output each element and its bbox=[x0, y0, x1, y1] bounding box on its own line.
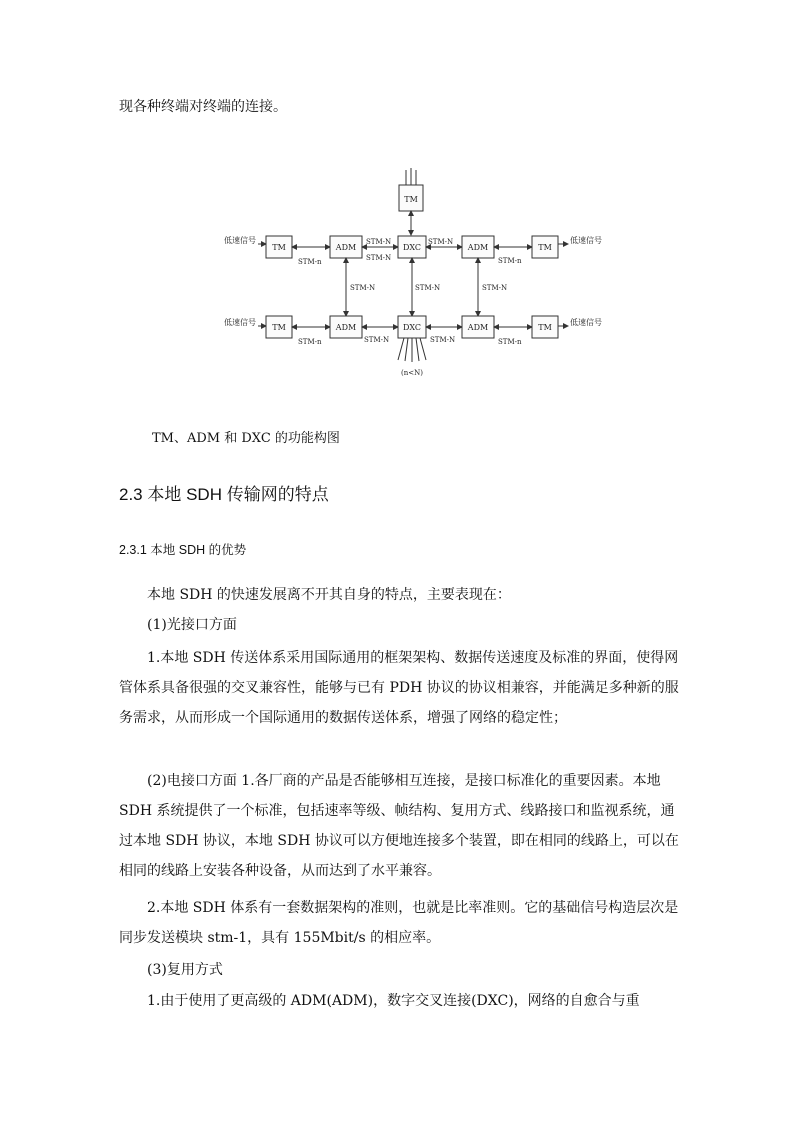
adm-left-bottom-label: ADM bbox=[335, 323, 357, 332]
paragraph-electrical: (2)电接口方面 1.各厂商的产品是否能够相互连接，是接口标准化的重要因素。本地 SDH 系统提供了一个标准，包括速率等级、帧结构、复用方式、线路接口和监视系统，通过本地 SDH 协议，本地 SDH 协议可以方便地连接多个装置，即在相同的线路上，可以在相同的线路上安装各种设备，从而达到了水平兼容。 bbox=[119, 773, 679, 879]
low-speed-label-right-bottom: 低速信号 bbox=[570, 318, 602, 327]
dxc-fanout-line bbox=[416, 338, 419, 361]
paragraph-electrical-2: 2.本地 SDH 体系有一套数据架构的准则，也就是比率准则。它的基础信号构造层次是同步发送模块 stm-1，具有 155Mbit/s 的相应率。 bbox=[119, 900, 679, 946]
stm-n-lower-4: STM-n bbox=[498, 338, 522, 346]
subsection-heading: 2.3.1 本地 SDH 的优势 bbox=[119, 543, 247, 557]
tm-left-top-label: TM bbox=[272, 243, 286, 252]
tm-top-label: TM bbox=[404, 195, 418, 204]
adm-right-bottom-label: ADM bbox=[467, 323, 489, 332]
paragraph-optical-heading: (1)光接口方面 bbox=[147, 617, 237, 633]
stm-n-1: STM-N bbox=[366, 238, 392, 246]
stm-n-2: STM-N bbox=[366, 254, 392, 262]
dxc-fanout-line bbox=[398, 338, 404, 360]
tm-right-bottom-label: TM bbox=[538, 323, 552, 332]
stm-n-lower-1: STM-n bbox=[298, 258, 322, 266]
stm-n-lower-2: STM-n bbox=[498, 257, 522, 265]
stm-n-6: STM-N bbox=[482, 284, 508, 292]
dxc-top-label: DXC bbox=[402, 243, 422, 252]
low-speed-label-left-top: 低速信号 bbox=[224, 236, 256, 245]
dxc-fanout-line bbox=[405, 338, 408, 361]
network-function-diagram bbox=[222, 160, 612, 390]
paragraph-multiplex-heading: (3)复用方式 bbox=[147, 962, 223, 978]
stm-n-4: STM-N bbox=[350, 284, 376, 292]
condition-label: (n<N) bbox=[401, 369, 423, 377]
paragraph-intro: 本地 SDH 的快速发展离不开其自身的特点，主要表现在： bbox=[147, 587, 511, 603]
stm-n-3: STM-N bbox=[428, 238, 454, 246]
tm-left-bottom-label: TM bbox=[272, 323, 286, 332]
diagram-svg bbox=[222, 160, 612, 390]
stm-n-8: STM-N bbox=[430, 336, 456, 344]
adm-left-top-label: ADM bbox=[335, 243, 357, 252]
low-speed-label-left-bottom: 低速信号 bbox=[224, 318, 256, 327]
adm-right-top-label: ADM bbox=[467, 243, 489, 252]
stm-n-5: STM-N bbox=[415, 284, 441, 292]
paragraph-optical-1: 1.本地 SDH 传送体系采用国际通用的框架架构、数据传送速度及标准的界面，使得网管体系具备很强的交叉兼容性，能够与已有 PDH 协议的协议相兼容，并能满足多种新的服务需求，从而形成一个国际通用的数据传送体系，增强了网络的稳定性； bbox=[119, 650, 679, 726]
tm-right-top-label: TM bbox=[538, 243, 552, 252]
stm-n-7: STM-N bbox=[364, 336, 390, 344]
low-speed-label-right-top: 低速信号 bbox=[570, 236, 602, 245]
paragraph-multiplex-1: 1.由于使用了更高级的 ADM(ADM)，数字交叉连接(DXC)，网络的自愈合与重 bbox=[147, 993, 640, 1009]
section-heading: 2.3 本地 SDH 传输网的特点 bbox=[119, 485, 329, 504]
stm-n-lower-3: STM-n bbox=[298, 338, 322, 346]
dxc-bottom-label: DXC bbox=[402, 323, 422, 332]
figure-caption: TM、ADM 和 DXC 的功能构图 bbox=[152, 431, 340, 446]
intro-line: 现各种终端对终端的连接。 bbox=[119, 99, 287, 115]
dxc-fanout-line bbox=[420, 338, 426, 360]
